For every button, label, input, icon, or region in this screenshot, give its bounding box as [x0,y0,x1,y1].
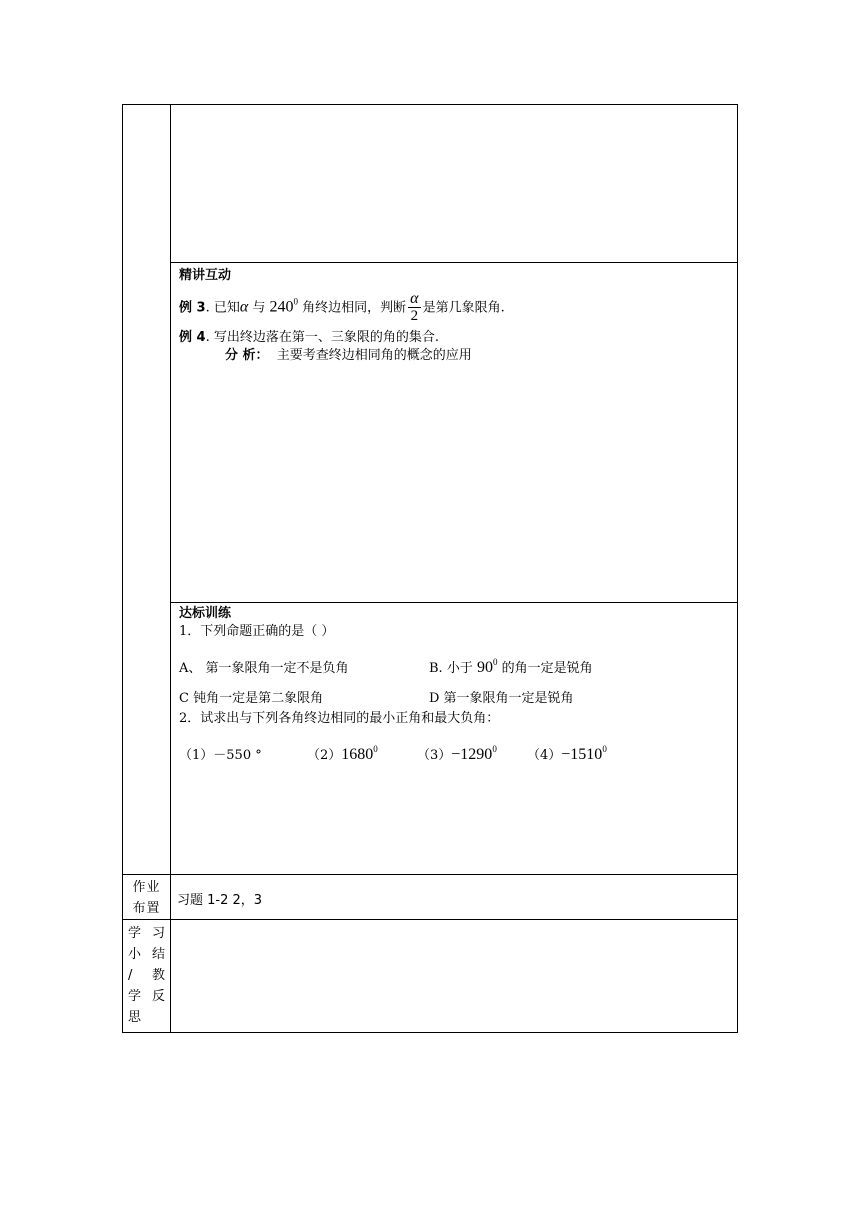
summary-content-cell [171,920,738,1033]
homework-row [123,875,738,920]
homework-text: 习题 1-2 2，3 [177,893,263,908]
option-b-degree-sup: 0 [492,657,498,667]
angle-item-1-label: （1） [179,748,214,763]
homework-label [123,875,170,919]
example-4-text: . 写出终边落在第一、三象限的角的集合. [205,330,439,345]
option-b [429,657,593,676]
lesson-plan-table [122,104,738,1033]
alpha-over-two-fraction [408,291,420,325]
example-3-degree: 240 [269,298,294,316]
example-3-degree-sup: 0 [293,296,299,307]
example-3-alpha: α [239,298,249,316]
option-b-pre: B. 小于 [429,661,477,676]
dabiao-title: 达标训练 [179,606,232,621]
angle-item-2 [307,740,417,765]
analysis-line [225,347,729,365]
jingjiang-title: 精讲互动 [179,268,232,283]
angle-item-3-sup: 0 [492,744,497,754]
example-3 [179,291,729,325]
angle-item-2-sup: 0 [373,744,378,754]
option-c: C 钝角一定是第二象限角 [179,691,324,706]
angle-item-4 [527,744,607,763]
example-3-with: 与 [248,300,270,316]
homework-label-line-2: 布置 [132,901,161,916]
angle-items [179,740,729,765]
angle-item-3-label: （3） [417,748,452,763]
angle-item-4-sup: 0 [602,744,607,754]
dabiao-cell [171,603,738,875]
options-cd [179,690,729,708]
option-b-degree: 90 [476,659,493,676]
summary-label: 学 习 小 结 / 教 学 反思 [128,926,166,1025]
question-2: 2．试求出与下列各角终边相同的最小正角和最大负角： [179,711,500,726]
angle-item-2-value: 1680 [341,746,374,763]
summary-label-cell [123,920,171,1033]
homework-label-line-1: 作业 [132,880,161,895]
continuation-row [123,105,738,263]
example-3-label: 例 3 [179,300,206,316]
option-b-post: 的角一定是锐角 [497,661,593,676]
analysis-text: 主要考查终边相同角的概念的应用 [276,348,472,363]
jingjiang-cell [171,263,738,603]
example-4 [179,329,729,347]
example-4-label: 例 4 [179,330,206,345]
continuation-cell [171,105,738,263]
angle-item-3 [417,740,527,765]
fraction-denominator: 2 [410,308,419,324]
option-d: D 第一象限角一定是锐角 [429,691,574,706]
question-1: 1．下列命题正确的是（ ） [179,624,335,639]
analysis-label: 分 析： [225,348,269,363]
angle-item-3-value: −1290 [451,746,493,763]
summary-row [123,920,738,1033]
jingjiang-row [123,263,738,603]
dabiao-row [123,603,738,875]
example-3-pre: . 已知 [205,300,240,316]
angle-item-1-value: －550 ° [213,748,262,763]
options-ab [179,653,729,678]
option-a: A、 第一象限角一定不是负角 [179,661,349,676]
homework-content-cell [171,875,738,920]
example-3-post: 是第几象限角. [422,300,505,316]
angle-item-1 [179,747,307,765]
homework-label-cell [123,875,171,920]
side-column-blank [123,105,171,875]
angle-item-4-label: （4） [527,748,562,763]
fraction-numerator: α [410,290,419,307]
example-3-mid: 角终边相同，判断 [298,300,407,316]
angle-item-4-value: −1510 [561,746,603,763]
angle-item-2-label: （2） [307,748,342,763]
